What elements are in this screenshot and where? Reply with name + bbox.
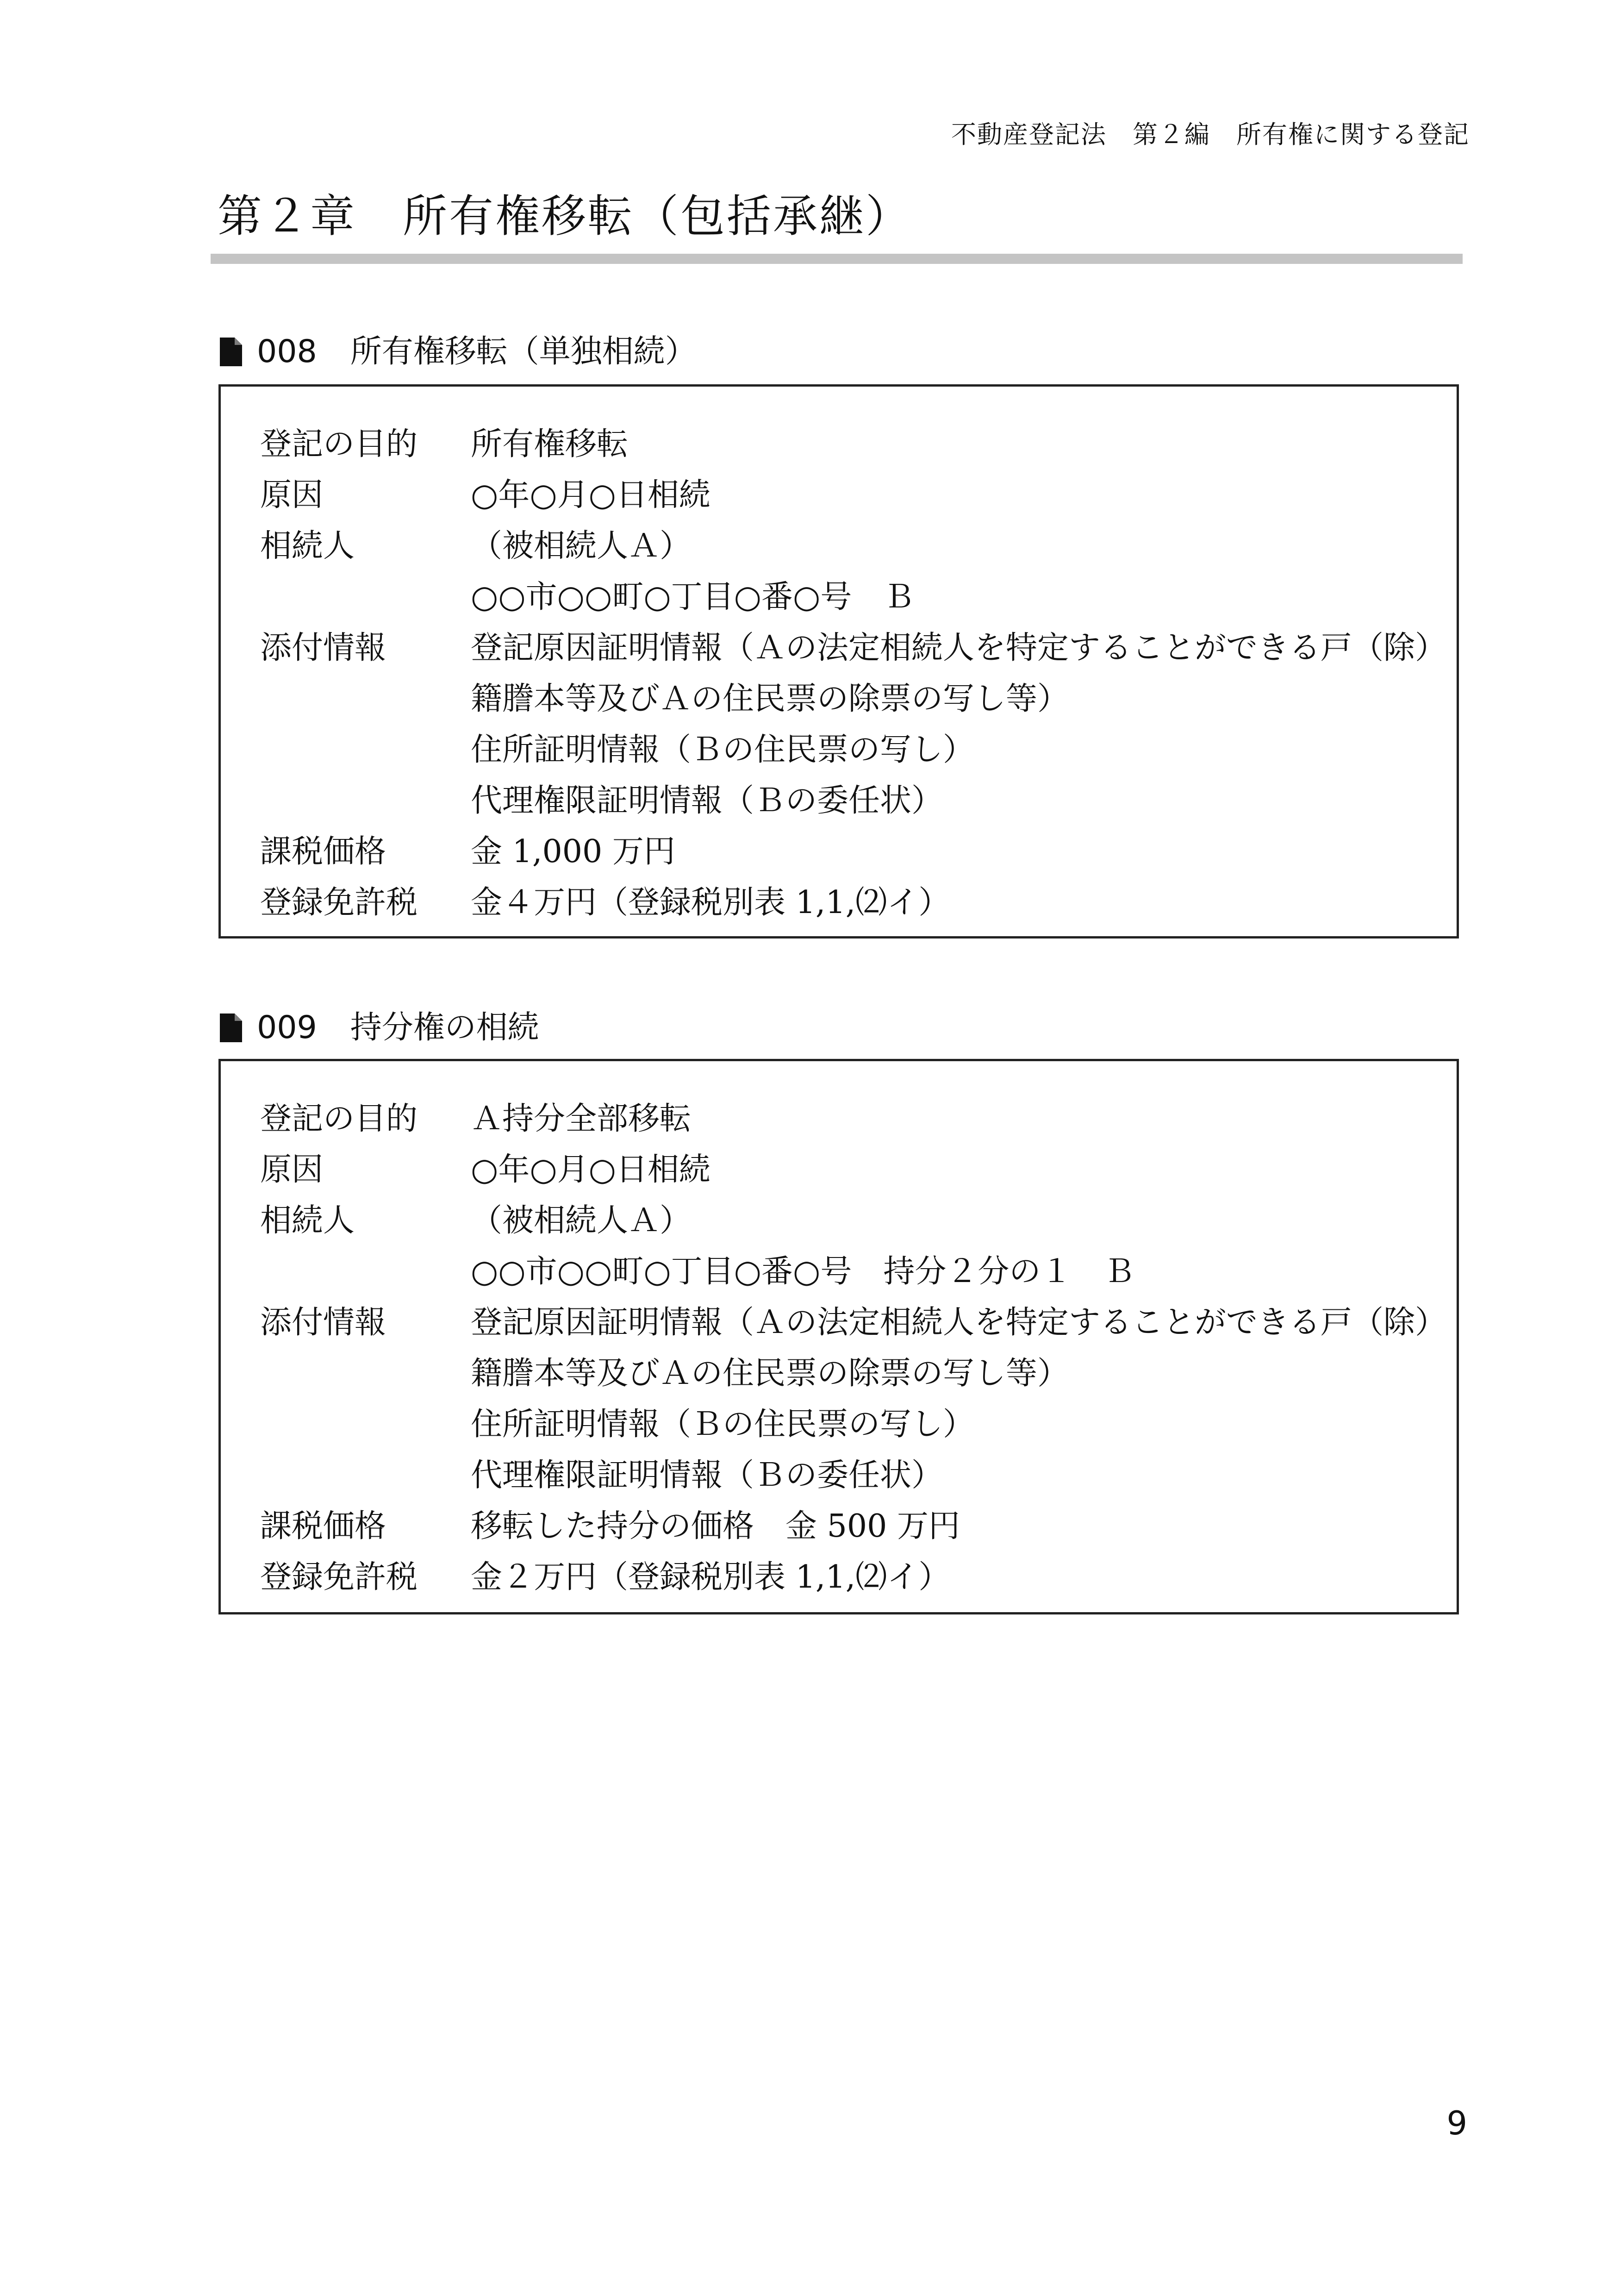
form-row [260,572,1457,623]
form-label: 添付情報 [260,1304,386,1341]
form-label: 相続人 [260,528,355,564]
form-row [260,1246,1457,1297]
form-row [260,674,1457,725]
form-value: 籍謄本等及びＡの住民票の除票の写し等） [471,1355,1069,1392]
form-value: 住所証明情報（Ｂの住民票の写し） [471,732,975,768]
form-value: 代理権限証明情報（Ｂの委任状） [471,1457,943,1494]
form-value: 所有権移転 [471,426,629,463]
page-number: 9 [1446,2104,1467,2142]
running-header: 不動産登記法 第２編 所有権に関する登記 [951,120,1470,149]
form-label [260,1348,471,1399]
form-label: 課税価格 [260,833,386,870]
form-value: ○○市○○町○丁目○番○号 持分２分の１ Ｂ [471,1253,1135,1290]
registration-form-box [218,384,1459,938]
form-row [260,623,1457,674]
form-value: 金２万円（登録税別表 1,1,⑵イ） [471,1559,950,1595]
form-value: 金 1,000 万円 [471,833,675,870]
section-number: 008 [257,333,317,370]
form-value: （被相続人Ａ） [471,1202,692,1239]
form-label: 課税価格 [260,1508,386,1545]
form-row [260,826,1457,877]
form-value: ○年○月○日相続 [471,1151,711,1188]
form-row [260,521,1457,572]
form-label [260,674,471,725]
form-value: 登記原因証明情報（Ａの法定相続人を特定することができる戸（除） [471,1304,1447,1341]
form-value: 籍謄本等及びＡの住民票の除票の写し等） [471,681,1069,717]
form-label: 登録免許税 [260,1559,418,1595]
section-heading-008 [220,333,697,370]
registration-form-box [218,1059,1459,1614]
form-label: 登録免許税 [260,884,418,921]
section-number: 009 [257,1009,317,1046]
form-value: （被相続人Ａ） [471,528,692,564]
form-row [260,470,1457,521]
form-label: 相続人 [260,1202,355,1239]
form-row [260,419,1457,470]
form-value: 登記原因証明情報（Ａの法定相続人を特定することができる戸（除） [471,630,1447,666]
form-label [260,572,471,623]
form-label [260,1399,471,1450]
chapter-rule [211,254,1463,264]
form-row [260,1501,1457,1552]
form-label: 登記の目的 [260,426,418,463]
form-row [260,776,1457,826]
form-row [260,1399,1457,1450]
form-label [260,776,471,826]
document-icon [220,1013,242,1042]
section-title: 所有権移転（単独相続） [350,333,697,370]
form-value: 住所証明情報（Ｂの住民票の写し） [471,1406,975,1443]
section-title: 持分権の相続 [350,1009,539,1046]
chapter-title: 第２章 所有権移転（包括承継） [218,190,912,242]
form-value: ○○市○○町○丁目○番○号 Ｂ [471,579,915,615]
form-row [260,1094,1457,1145]
form-value: Ａ持分全部移転 [471,1101,692,1137]
form-label: 原因 [260,477,324,513]
form-row [260,1450,1457,1501]
form-label [260,725,471,776]
form-value: 代理権限証明情報（Ｂの委任状） [471,782,943,819]
form-label: 原因 [260,1151,324,1188]
form-row [260,1145,1457,1195]
form-row [260,725,1457,776]
form-row [260,877,1457,928]
form-value: ○年○月○日相続 [471,477,711,513]
form-value: 金４万円（登録税別表 1,1,⑵イ） [471,884,950,921]
form-row [260,1195,1457,1246]
section-heading-009 [220,1009,539,1046]
form-row [260,1552,1457,1603]
form-label: 添付情報 [260,630,386,666]
form-label [260,1450,471,1501]
form-value: 移転した持分の価格 金 500 万円 [471,1508,960,1545]
form-label [260,1246,471,1297]
form-row [260,1297,1457,1348]
form-row [260,1348,1457,1399]
form-label: 登記の目的 [260,1101,418,1137]
document-icon [220,338,242,366]
